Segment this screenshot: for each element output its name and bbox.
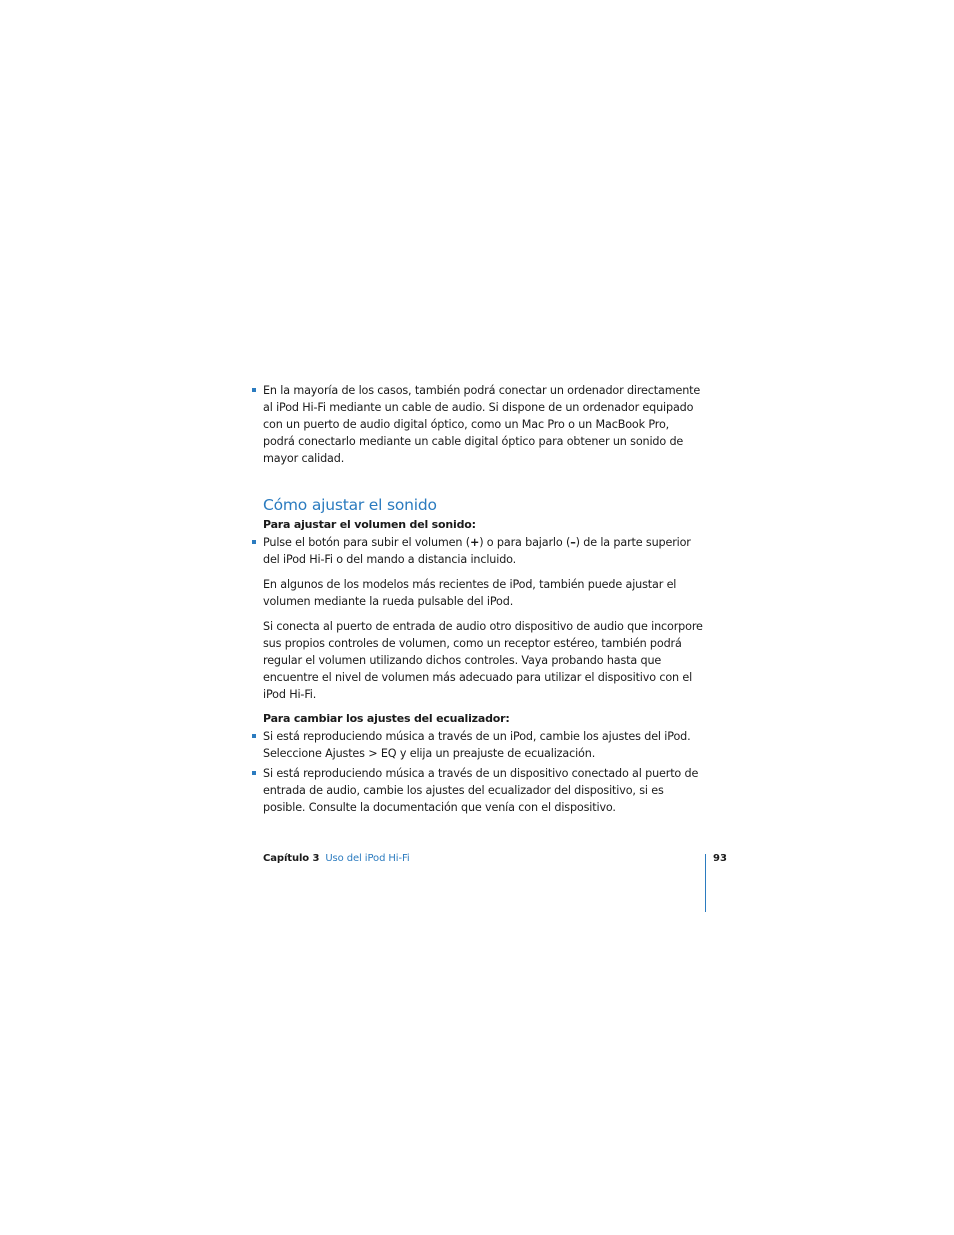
bullet-square-icon	[252, 388, 256, 392]
paragraph-external-controls: Si conecta al puerto de entrada de audio otro dispositivo de audio que incorpore sus propios controles de volumen, como un receptor estéreo, también podrá regular el volumen utilizando dichos controles. Vaya probando hasta que encuentre el nivel de volumen más adecuado para utilizar el dispositivo con el iPod Hi-Fi.	[263, 620, 703, 701]
volume-subheading: Para ajustar el volumen del sonido:	[263, 518, 476, 531]
minus-symbol: –	[570, 536, 576, 549]
bullet-square-icon	[252, 771, 256, 775]
section-heading: Cómo ajustar el sonido	[263, 496, 437, 514]
plus-symbol: +	[469, 536, 480, 549]
list-item-text: Si está reproduciendo música a través de un dispositivo conectado al puerto de entrada de audio, cambie los ajustes del ecualizador del dispositivo, si es posible. Consulte la documentación que venía con el dispositivo.	[263, 767, 699, 814]
bullet-square-icon	[252, 540, 256, 544]
paragraph-click-wheel: En algunos de los modelos más recientes de iPod, también puede ajustar el volumen mediante la rueda pulsable del iPod.	[263, 578, 677, 608]
list-item-text: Si está reproduciendo música a través de un iPod, cambie los ajustes del iPod. Seleccione Ajustes > EQ y elija un preajuste de ecualización.	[263, 730, 691, 760]
list-item-text: En la mayoría de los casos, también podrá conectar un ordenador directamente al iPod Hi-Fi mediante un cable de audio. Si dispone de un ordenador equipado con un puerto de audio digital óptico, como un Mac Pro o un MacBook Pro, podrá conectarlo mediante un cable digital óptico para obtener un sonido de mayor calidad.	[263, 384, 701, 465]
bullet-square-icon	[252, 734, 256, 738]
page-footer	[263, 852, 410, 866]
volume-text-mid: ) o para bajarlo (	[479, 536, 571, 549]
list-item-eq-device	[263, 765, 703, 816]
eq-subheading: Para cambiar los ajustes del ecualizador:	[263, 712, 510, 725]
footer-divider	[705, 854, 706, 912]
chapter-label: Capítulo 3	[263, 853, 320, 864]
chapter-title: Uso del iPod Hi-Fi	[325, 853, 410, 864]
page-number: 93	[713, 853, 727, 864]
volume-text-post: ) de la parte superior del iPod Hi-Fi o del mando a distancia incluido.	[263, 536, 691, 566]
page-content	[263, 382, 703, 816]
list-item-connect-computer	[263, 382, 703, 467]
list-item-volume-buttons	[263, 534, 703, 568]
volume-text-pre: Pulse el botón para subir el volumen (	[263, 536, 470, 549]
list-item-eq-ipod	[263, 728, 703, 762]
